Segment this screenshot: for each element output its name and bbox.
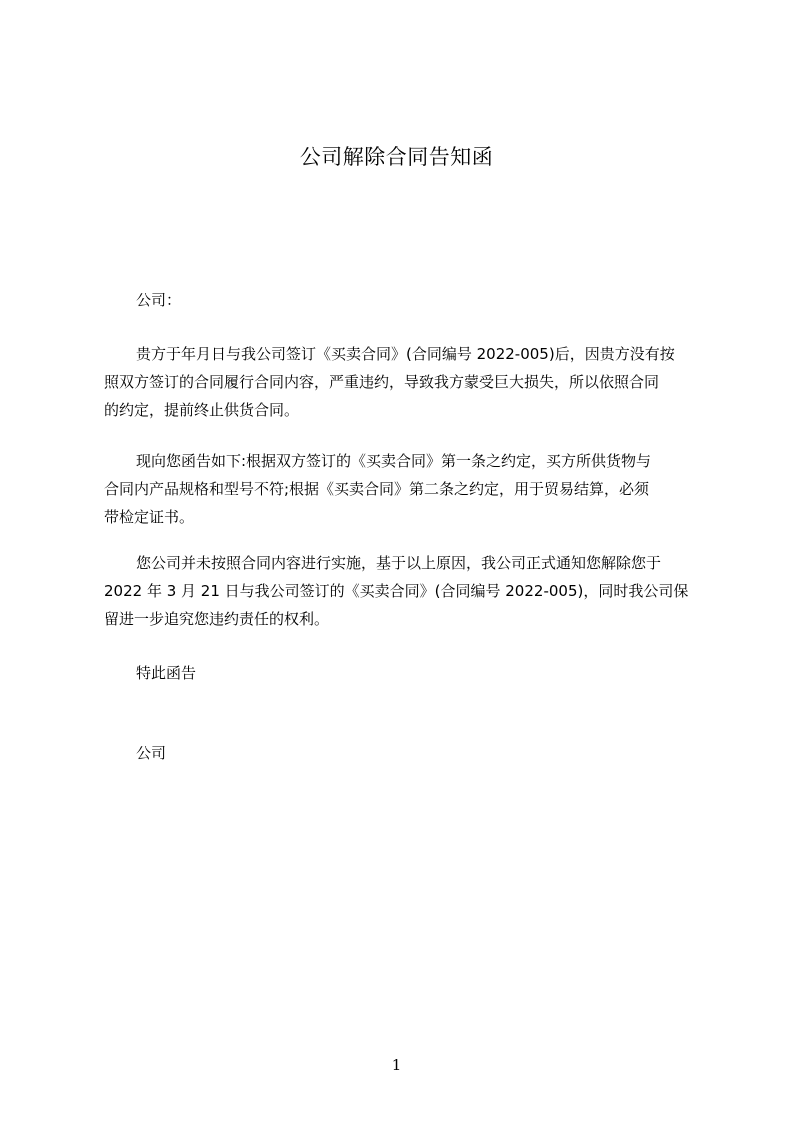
page-number: 1 [391, 1056, 402, 1074]
signature-text: 公司 [136, 744, 167, 762]
paragraph-3-line-2: 2022 年 3 月 21 日与我公司签订的《买卖合同》(合同编号 2022-005)，同时我公司保 [104, 582, 689, 600]
paragraph-1 [104, 340, 696, 424]
paragraph-3-line-3: 留进一步追究您违约责任的权利。 [104, 610, 330, 628]
paragraph-2 [104, 447, 696, 531]
paragraph-3 [104, 549, 696, 633]
paragraph-1-line-3: 的约定，提前终止供货合同。 [104, 401, 300, 419]
paragraph-2-line-1: 现向您函告如下:根据双方签订的《买卖合同》第一条之约定，买方所供货物与 [136, 452, 652, 470]
document-title: 公司解除合同告知函 [299, 145, 494, 169]
paragraph-2-line-2: 合同内产品规格和型号不符;根据《买卖合同》第二条之约定，用于贸易结算，必须 [104, 480, 650, 498]
closing-text: 特此函告 [136, 664, 197, 682]
closing [104, 659, 728, 687]
paragraph-1-line-2: 照双方签订的合同履行合同内容，严重违约，导致我方蒙受巨大损失，所以依照合同 [104, 373, 660, 391]
paragraph-1-line-1: 贵方于年月日与我公司签订《买卖合同》(合同编号 2022-005)后，因贵方没有按 [136, 345, 675, 363]
signature [104, 739, 728, 767]
salutation [104, 286, 728, 314]
paragraph-3-line-1: 您公司并未按照合同内容进行实施，基于以上原因，我公司正式通知您解除您于 [136, 554, 662, 572]
paragraph-2-line-3: 带检定证书。 [104, 508, 195, 526]
salutation-text: 公司： [136, 291, 182, 309]
